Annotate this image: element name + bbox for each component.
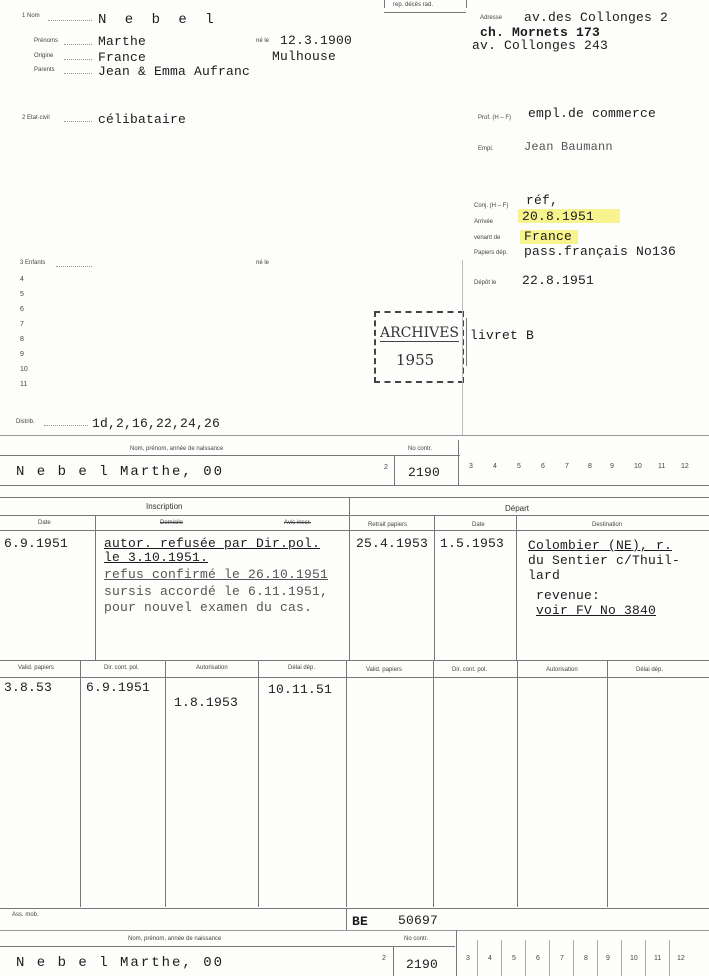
section-header-rule [0,530,709,531]
bottom-divider-a [393,946,394,976]
bottom-number: 10 [630,955,638,962]
strip-name-header: Nom, prénom, année de naissance [130,446,224,452]
dir-cont-pol2-label: Dir. cont. pol. [452,667,488,673]
bottom-box-divider [573,940,574,976]
autorisation-value: 1.8.1953 [174,695,239,710]
line-number: 11 [20,381,28,388]
parents-value: Jean & Emma Aufranc [98,64,251,79]
strip-divider-a [394,455,395,485]
depart-dest-2: du Sentier c/Thuil- [528,553,681,568]
bottom-number: 12 [677,955,685,962]
bottom-number: 4 [488,955,492,962]
conj-label: Conj. (H – F) [474,203,509,209]
strip-number: 12 [681,463,689,470]
depart-dest-1: Colombier (NE), r. [528,538,673,553]
arrivee-label: Arrivée [474,219,494,225]
etat-civil-dots [64,121,92,122]
bottom-box-divider [669,940,670,976]
inscription-date: 6.9.1951 [4,536,69,551]
col-date-label: Date [38,520,51,526]
valid-header-rule [0,677,709,678]
strip-number: 9 [610,463,614,470]
origine-label: Origine [34,53,54,59]
bottom-two: 2 [382,955,386,962]
valid-divider-3 [258,660,259,907]
strip-number: 7 [565,463,569,470]
bottom-strip-top-rule [0,930,709,931]
bottom-box-divider [501,940,502,976]
delai-dep-label: Délai dép. [288,665,316,671]
col-divider-4 [516,515,517,660]
top-divider-b [466,0,467,8]
prof-label: Prof. (H – F) [478,115,512,121]
bottom-box-divider [621,940,622,976]
valid-papiers2-label: Valid. papiers [366,667,402,673]
etat-civil-value: célibataire [98,112,187,127]
inscription-note-2: le 3.10.1951. [104,550,209,565]
strip-name: N e b e l Marthe, 00 [16,464,225,480]
bottom-divider-b [456,930,457,976]
delai-dep2-label: Délai dép. [636,667,664,673]
col-divider-2 [349,497,350,660]
line-number: 7 [20,321,24,328]
distrib-value: 1d,2,16,22,24,26 [92,416,221,431]
ass-mob-rule [0,908,709,909]
depart-retrait: 25.4.1953 [356,536,429,551]
bottom-no-contr: 2190 [406,957,439,972]
strip-header-rule [0,455,460,456]
bottom-number: 9 [606,955,610,962]
nom-value: N e b e l [98,12,219,28]
depart-dest-3: lard [528,568,561,583]
ass-mob-label: Ass. mob. [12,912,39,918]
strip-number: 3 [469,463,473,470]
line-number: 5 [20,291,24,298]
conj-value: réf, [526,193,559,208]
naissance-lieu: Mulhouse [272,49,337,64]
bottom-box-divider [597,940,598,976]
papiers-dep-value: pass.français No136 [524,244,677,259]
section-mid-rule [0,515,709,516]
strip-number: 5 [517,463,521,470]
etat-civil-label: 2 Etat-civil [22,115,50,121]
archives-stamp [374,311,464,383]
enfants-ne-le-label: né le [256,260,270,266]
stamp-text-year: 1955 [396,351,435,369]
adresse-label: Adresse [480,15,503,21]
inscription-note-1: autor. refusée par Dir.pol. [104,536,321,551]
line-number: 9 [20,351,24,358]
bottom-name-header: Nom, prénom, année de naissance [128,936,222,942]
col-divider-1 [95,515,96,660]
strip-number: 11 [658,463,666,470]
valid-papiers-label: Valid. papiers [18,665,54,671]
prof-value: empl.de commerce [528,106,657,121]
line-number: 6 [20,306,24,313]
line-number: 10 [20,366,28,373]
depart-dest-4: revenue: [536,588,601,603]
inscription-note-5: pour nouvel examen du cas. [104,600,313,615]
enfants-dots [56,266,92,267]
strip-two: 2 [384,464,388,471]
mid-divider [462,260,463,435]
venant-de-value: France [524,229,573,244]
strip-number: 4 [493,463,497,470]
valid-divider-4 [346,660,347,907]
origine-dots [64,59,92,60]
parents-dots [64,73,92,74]
autorisation-label: Autorisation [196,665,228,671]
valid-divider-2 [165,660,166,907]
bottom-number: 7 [560,955,564,962]
naissance-date: 12.3.1900 [280,33,353,48]
origine-value: France [98,50,147,65]
adresse-line3: av. Collonges 243 [472,38,609,53]
prenoms-dots [64,44,92,45]
col-date2-label: Date [472,522,485,528]
strip-number: 10 [634,463,642,470]
col-domicile-label: Domicile [160,520,184,526]
strip-top-rule [0,435,709,436]
section-top-rule [0,497,709,498]
bottom-number: 8 [584,955,588,962]
top-divider-a [384,0,385,8]
livret-value: livret B [470,328,535,343]
distrib-label: Distrib. [16,419,35,425]
valid-papiers-value: 3.8.53 [4,680,53,695]
bottom-number: 11 [654,955,662,962]
bottom-box-divider [645,940,646,976]
valid-divider-6 [517,660,518,907]
strip-divider-b [458,440,459,485]
stamp-text-archives: ARCHIVES [380,325,460,341]
bottom-box-divider [549,940,550,976]
line-number: 4 [20,276,24,283]
strip-number: 8 [588,463,592,470]
valid-top-rule [0,660,709,661]
papiers-dep-label: Papiers dép. [474,250,508,256]
col-avis-label: Avis inscr. [284,520,311,526]
nom-label: 1 Nom [22,13,40,19]
inscription-note-3: refus confirmé le 26.10.1951 [104,567,329,582]
depart-dest-5: voir FV No 3840 [536,603,657,618]
prenoms-value: Marthe [98,34,147,49]
line-number: 8 [20,336,24,343]
empl-label: Empl. [478,146,494,152]
parents-label: Parents [34,67,55,73]
inscription-note-4: sursis accordé le 6.11.1951, [104,584,329,599]
strip-no-contr: 2190 [408,465,441,480]
delai-dep-value: 10.11.51 [268,682,333,697]
ne-le-label: né le [256,38,270,44]
depot-le-label: Dépôt le [474,280,497,286]
rep-deces-rad-label: rep. décès rad. [393,2,434,8]
adresse-line1: av.des Collonges 2 [524,10,669,25]
arrivee-value: 20.8.1951 [522,209,595,224]
strip-number: 6 [541,463,545,470]
livret-divider [466,318,467,366]
dir-cont-pol-label: Dir. cont. pol. [104,665,140,671]
be-label: BE [352,914,369,929]
nom-dots [48,20,92,21]
depart-header: Départ [505,504,530,513]
dir-cont-pol-value: 6.9.1951 [86,680,151,695]
valid-divider-5 [433,660,434,907]
prenoms-label: Prénoms [34,38,59,44]
bottom-box-divider [525,940,526,976]
valid-divider-1 [80,660,81,907]
bottom-header-rule [0,946,455,947]
depot-le-value: 22.8.1951 [522,273,595,288]
bottom-no-contr-header: No contr. [404,936,429,942]
inscription-header: Inscription [146,502,183,511]
bottom-number: 5 [512,955,516,962]
bottom-box-divider [477,940,478,976]
be-number: 50697 [398,913,439,928]
strip-no-contr-header: No contr. [408,446,433,452]
bottom-number: 6 [536,955,540,962]
col-divider-3 [434,515,435,660]
strip-bottom-rule [0,485,709,486]
venant-de-label: venant de [474,235,501,241]
adresse-line2: ch. Mornets 173 [480,25,601,40]
bottom-name: N e b e l Marthe, 00 [16,955,225,971]
distrib-dots [44,425,88,426]
depart-date: 1.5.1953 [440,536,505,551]
valid-divider-7 [607,660,608,907]
rep-underline [384,12,466,13]
col-destination-label: Destination [592,522,623,528]
enfants-label: 3 Enfants [20,260,46,266]
autorisation2-label: Autorisation [546,667,578,673]
be-divider [346,908,347,930]
bottom-number: 3 [466,955,470,962]
col-retrait-label: Retrait papiers [368,522,408,528]
empl-value: Jean Baumann [524,140,613,154]
